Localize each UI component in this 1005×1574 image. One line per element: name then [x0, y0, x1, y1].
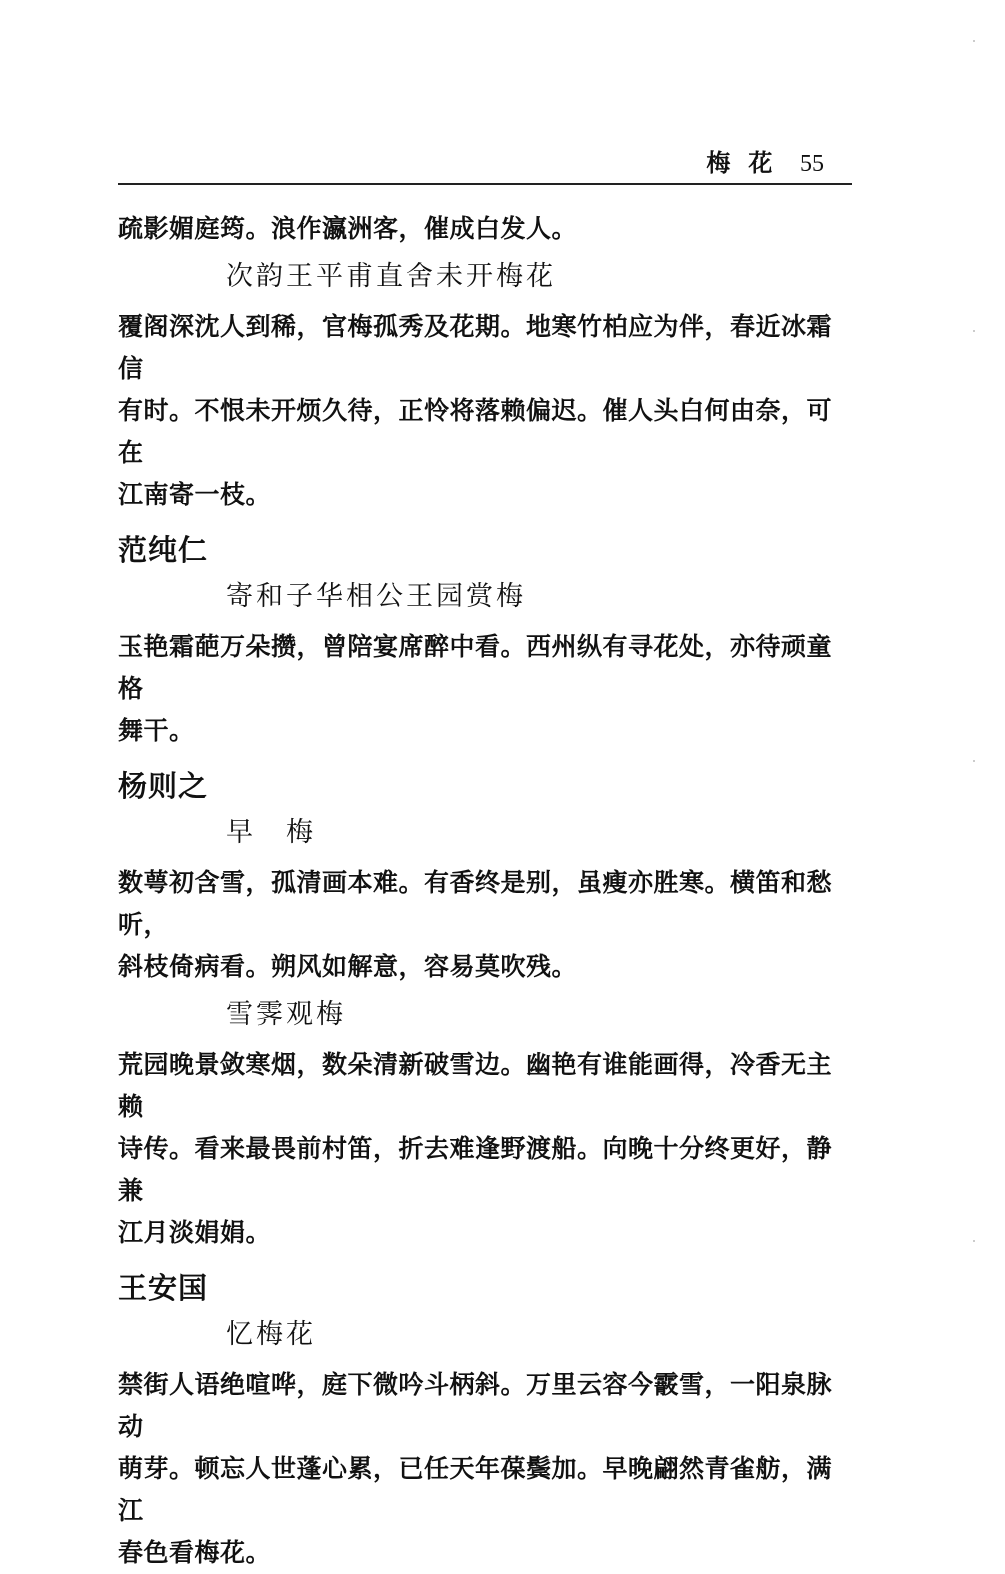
- scan-dot: [973, 760, 975, 762]
- poem-line: 江月淡娟娟。: [118, 1218, 272, 1247]
- poem-title: 早 梅: [226, 817, 316, 848]
- author-name: 范纯仁: [118, 533, 209, 567]
- header-text: [706, 143, 824, 178]
- poem-line: 玉艳霜葩万朵攒，曾陪宴席醉中看。西州纵有寻花处，亦待顽童格: [118, 632, 833, 703]
- page-number: 55: [800, 151, 824, 177]
- page-content: [118, 208, 856, 1574]
- header-title: 梅花: [706, 149, 791, 177]
- poem-line: 数萼初含雪，孤清画本难。有香终是别，虽瘦亦胜寒。横笛和愁听，: [118, 868, 833, 939]
- poem-body: [118, 626, 856, 752]
- scan-dot: [973, 1240, 975, 1242]
- poem-line: 禁街人语绝喧哗，庭下微吟斗柄斜。万里云容今霰雪，一阳泉脉动: [118, 1370, 833, 1441]
- running-header: [118, 143, 852, 183]
- scan-edge-marks: [969, 0, 975, 1438]
- poem-line: 有时。不恨未开烦久待，正怜将落赖偏迟。催人头白何由奈，可在: [118, 396, 833, 467]
- poem-body: [118, 306, 856, 516]
- poem-body: [118, 1364, 856, 1574]
- poem-body: [118, 862, 856, 988]
- scan-dot: [973, 330, 975, 332]
- poem-title: 次韵王平甫直舍未开梅花: [226, 261, 556, 292]
- poem-line: 舞干。: [118, 716, 195, 745]
- poem-title: 忆梅花: [226, 1319, 316, 1350]
- poem-line: 荒园晚景敛寒烟，数朵清新破雪边。幽艳有谁能画得，冷香无主赖: [118, 1050, 833, 1121]
- poem-line: 覆阁深沈人到稀，官梅孤秀及花期。地寒竹柏应为伴，春近冰霜信: [118, 312, 833, 383]
- poem-line: 斜枝倚病看。朔风如解意，容易莫吹残。: [118, 952, 578, 981]
- author-name: 杨则之: [118, 769, 209, 803]
- scan-dot: [973, 40, 975, 42]
- poem-body: [118, 1044, 856, 1254]
- poem-line: 萌芽。顿忘人世蓬心累，已任天年葆鬓加。早晚翩然青雀舫，满江: [118, 1454, 833, 1525]
- author-name: 王安国: [118, 1271, 209, 1305]
- poem-line: 诗传。看来最畏前村笛，折去难逢野渡船。向晚十分终更好，静兼: [118, 1134, 833, 1205]
- poem-line: 春色看梅花。: [118, 1538, 272, 1567]
- poem-line: 江南寄一枝。: [118, 480, 272, 509]
- poem-title: 雪霁观梅: [226, 999, 346, 1030]
- continued-poem-line: 疏影媚庭筠。浪作瀛洲客，催成白发人。: [118, 214, 578, 243]
- header-rule: [118, 183, 852, 185]
- poem-title: 寄和子华相公王园赏梅: [226, 581, 526, 612]
